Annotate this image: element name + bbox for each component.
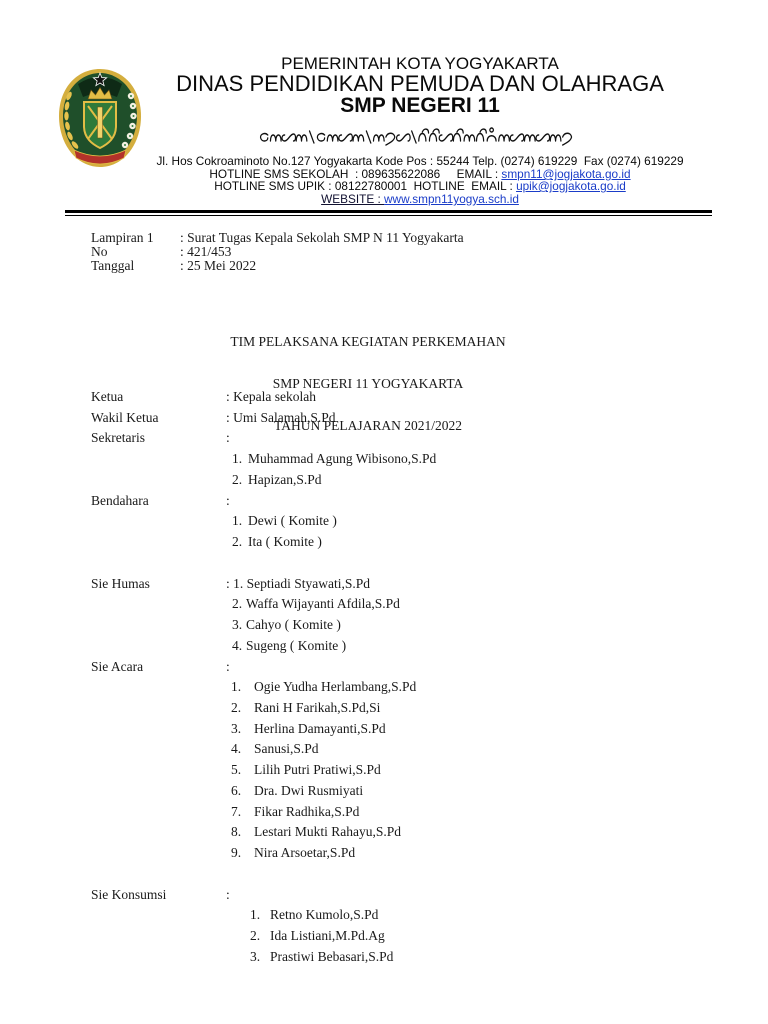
committee-roster: [0, 387, 768, 968]
roster-row-wakil-ketua: [0, 408, 768, 429]
role-label: Sie Humas: [91, 575, 150, 591]
member-number: 3.: [250, 948, 261, 964]
member-row: [0, 532, 768, 553]
member-name: Fikar Radhika,S.Pd: [254, 803, 360, 819]
member-row: [0, 677, 768, 698]
member-number: 2.: [232, 534, 243, 550]
member-row: [0, 843, 768, 864]
member-name: Ogie Yudha Herlambang,S.Pd: [254, 679, 417, 695]
blank-line: [0, 553, 768, 574]
member-row: [0, 760, 768, 781]
member-name: Prastiwi Bebasari,S.Pd: [270, 948, 394, 964]
member-number: 2.: [250, 928, 261, 944]
role-label: Wakil Ketua: [91, 409, 159, 425]
member-row: [0, 947, 768, 968]
attachment-value: : 25 Mei 2022: [180, 258, 257, 273]
member-row: [0, 926, 768, 947]
member-row: [0, 719, 768, 740]
member-number: 7.: [231, 803, 242, 819]
member-name: Retno Kumolo,S.Pd: [270, 907, 379, 923]
attachment-info: [0, 231, 768, 273]
member-row: [0, 739, 768, 760]
title-line-3: TAHUN PELAJARAN 2021/2022: [274, 418, 462, 433]
member-name: Cahyo ( Komite ): [246, 617, 341, 633]
role-value: :: [226, 492, 230, 508]
member-number: 3.: [232, 617, 243, 633]
member-row: [0, 781, 768, 802]
member-number: 2.: [231, 700, 242, 716]
blank-line: [0, 864, 768, 885]
member-number: 1.: [232, 513, 243, 529]
school-address: Jl. Hos Cokroaminoto No.127 Yogyakarta Kode Pos : 55244 Telp. (0274) 619229 Fax (0274) 619229: [156, 154, 684, 168]
attachment-value: : Surat Tugas Kepala Sekolah SMP N 11 Yogyakarta: [180, 230, 464, 245]
member-name: Lilih Putri Pratiwi,S.Pd: [254, 762, 381, 778]
roster-row-ketua: [0, 387, 768, 408]
member-number: 1.: [231, 679, 242, 695]
attachment-label: Lampiran 1: [91, 230, 154, 245]
member-row: [0, 698, 768, 719]
member-number: 8.: [231, 824, 242, 840]
role-label: Sie Konsumsi: [91, 886, 167, 902]
role-value: :: [226, 658, 230, 674]
member-row: [0, 822, 768, 843]
role-value: : 1. Septiadi Styawati,S.Pd: [226, 575, 371, 591]
attachment-label: No: [91, 244, 108, 259]
member-row: [0, 802, 768, 823]
member-name: Ida Listiani,M.Pd.Ag: [270, 928, 385, 944]
member-number: 1.: [232, 451, 243, 467]
member-name: Waffa Wijayanti Afdila,S.Pd: [246, 596, 400, 612]
role-label: Ketua: [91, 389, 124, 404]
attachment-label: Tanggal: [91, 258, 135, 273]
role-label: Sekretaris: [91, 430, 145, 446]
role-label: Sie Acara: [91, 658, 144, 674]
roster-row-sekretaris: [0, 428, 768, 449]
website-label: WEBSITE :: [321, 192, 385, 206]
member-name: Herlina Damayanti,S.Pd: [254, 720, 386, 736]
role-value: :: [226, 886, 230, 902]
title-line-2: SMP NEGERI 11 YOGYAKARTA: [272, 376, 464, 391]
agency-name: DINAS PENDIDIKAN PEMUDA DAN OLAHRAGA: [176, 71, 664, 96]
role-value: :: [226, 430, 230, 446]
title-line-1: TIM PELAKSANA KEGIATAN PERKEMAHAN: [230, 334, 506, 349]
member-row: [0, 470, 768, 491]
member-row: [0, 636, 768, 657]
member-row: [0, 511, 768, 532]
attachment-row: [0, 231, 768, 245]
roster-row-bendahara: [0, 491, 768, 512]
member-name: Hapizan,S.Pd: [248, 471, 322, 487]
school-hotline-label: HOTLINE SMS SEKOLAH : 089635622086 EMAIL :: [209, 167, 502, 181]
javanese-script-lettering: [258, 126, 576, 148]
role-value: : Umi Salamah,S.Pd: [226, 409, 336, 425]
attachment-value: : 421/453: [180, 244, 232, 259]
member-row: [0, 594, 768, 615]
member-name: Rani H Farikah,S.Pd,Si: [254, 700, 381, 716]
letterhead-divider-thin: [65, 215, 712, 216]
member-number: 4.: [232, 637, 243, 653]
member-name: Ita ( Komite ): [248, 534, 322, 550]
letterhead-divider-thick: [65, 210, 712, 213]
role-value: : Kepala sekolah: [226, 389, 316, 404]
member-name: Lestari Mukti Rahayu,S.Pd: [254, 824, 401, 840]
member-row: [0, 449, 768, 470]
member-number: 5.: [231, 762, 242, 778]
school-name: SMP NEGERI 11: [340, 94, 500, 117]
website-line: [100, 193, 740, 206]
member-row: [0, 615, 768, 636]
roster-row-sie-konsumsi: [0, 885, 768, 906]
government-name: PEMERINTAH KOTA YOGYAKARTA: [281, 54, 559, 73]
member-name: Sanusi,S.Pd: [254, 741, 319, 757]
school-email-link[interactable]: smpn11@jogjakota.go.id: [501, 167, 631, 181]
website-link[interactable]: www.smpn11yogya.sch.id: [384, 192, 519, 206]
attachment-row: [0, 259, 768, 273]
member-name: Dewi ( Komite ): [248, 513, 337, 529]
role-label: Bendahara: [91, 492, 149, 508]
member-name: Nira Arsoetar,S.Pd: [254, 845, 356, 861]
member-number: 3.: [231, 720, 242, 736]
roster-row-sie-acara: [0, 657, 768, 678]
member-name: Muhammad Agung Wibisono,S.Pd: [248, 451, 437, 467]
attachment-row: [0, 245, 768, 259]
member-number: 4.: [231, 741, 242, 757]
member-row: [0, 905, 768, 926]
upik-email-link[interactable]: upik@jogjakota.go.id: [516, 179, 626, 193]
member-name: Sugeng ( Komite ): [246, 637, 347, 653]
upik-hotline-label: HOTLINE SMS UPIK : 08122780001 HOTLINE EMAIL :: [214, 179, 517, 193]
member-number: 9.: [231, 845, 242, 861]
member-number: 2.: [232, 596, 243, 612]
roster-row-sie-humas: [0, 574, 768, 595]
member-name: Dra. Dwi Rusmiyati: [254, 782, 364, 798]
member-number: 1.: [250, 907, 261, 923]
member-number: 2.: [232, 471, 243, 487]
member-number: 6.: [231, 782, 242, 798]
